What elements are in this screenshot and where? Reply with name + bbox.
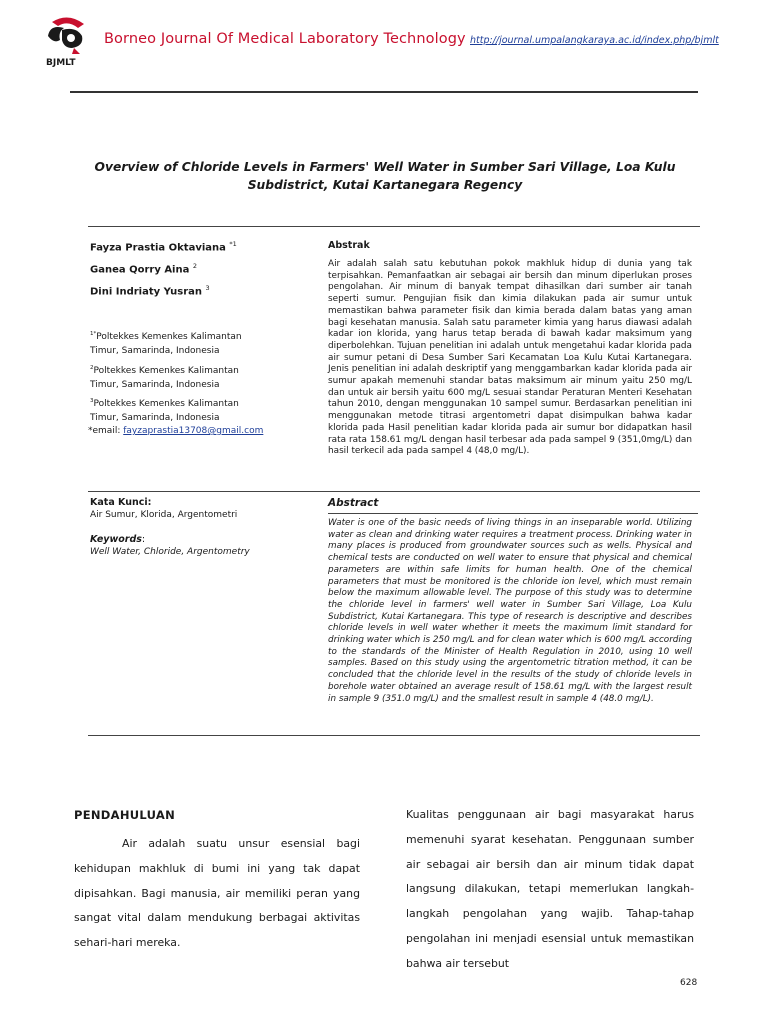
info-box-middle-rule xyxy=(88,491,700,492)
affiliation-2: $^2$Poltekkes Kemenkes Kalimantan Timur, Samarinda, Indonesia xyxy=(90,365,239,390)
section-title: PENDAHULUAN xyxy=(74,808,176,822)
journal-name: Borneo Journal Of Medical Laboratory Technology xyxy=(104,31,466,47)
abstract-text: Water is one of the basic needs of living things in an inseparable world. Utilizing water as clean and drinking water requires a treatment process. Drinking water in many places is produced from groundwater sources such as wells. Physical and chemical tests are conducted on well water to ensure that physical and chemical parameters are within safe limits for human health. One of the chemical parameters that must be monitored is the chloride ion level, which must remain below the maximum allowable level. The purpose of this study was to determine the chloride level in farmers' well water in Sumber Sari Village, Loa Kulu Subdistrict, Kutai Kartanegara. This type of research is descriptive and describes chloride levels in well water whether it meets the maximum limit standard for drinking water which is 250 mg/L and for clean water which is 600 mg/L according to the standards of the Minister of Health Regulation in 2010, using 10 well samples. Based on this study using the argentometric titration method, it can be concluded that the chloride level in the results of the study of chloride levels in borehole water obtained an average result of 158.61 mg/L with the largest result in sample 9 (351.0 mg/L) and the smallest result in sample 4 (48.0 mg/L). xyxy=(328,518,692,704)
author-2: Ganea Qorry Aina $^2$ xyxy=(90,262,197,276)
author-1: Fayza Prastia Oktaviana $^{*1}$ xyxy=(90,240,237,254)
article-title: Overview of Chloride Levels in Farmers' Well Water in Sumber Sari Village, Loa Kulu Subdistrict, Kutai Kartanegara Regency xyxy=(94,160,676,192)
body-right-column: Kualitas penggunaan air bagi masyarakat harus memenuhi syarat kesehatan. Penggunaan sumber air sebagai air bersih dan air minum tidak dapat langsung dilakukan, tetapi memerlukan langkah-langkah pengolahan yang wajib. Tahap-tahap pengolahan ini menjadi esensial untuk memastikan bahwa air tersebut xyxy=(406,808,694,970)
abstrak-heading: Abstrak xyxy=(328,240,370,251)
page-number: 628 xyxy=(680,978,698,988)
affiliation-1: $^{1*}$Poltekkes Kemenkes Kalimantan Timur, Samarinda, Indonesia xyxy=(90,331,242,356)
keywords-heading: Keywords: xyxy=(90,534,146,545)
info-box-top-rule xyxy=(88,226,700,227)
affiliation-3: $^3$Poltekkes Kemenkes Kalimantan Timur, Samarinda, Indonesia xyxy=(90,398,239,423)
header-divider xyxy=(70,91,698,93)
kata-kunci-text: Air Sumur, Klorida, Argentometri xyxy=(90,510,238,520)
email-link[interactable]: fayzaprastia13708@gmail.com xyxy=(123,426,264,436)
abstrak-text: Air adalah salah satu kebutuhan pokok makhluk hidup di dunia yang tak terpisahkan. Pemanfaatkan air sebagai air bersih dan minum diperlukan proses pengolahan. Air minum di banyak tempat dihasilkan dari sumber air tanah seperti sumur. Pengujian fisik dan kimia dilakukan pada air sumur untuk memastikan bahwa parameter fisik dan kimia berada dalam batas yang aman bagi kesehatan manusia. Salah satu parameter kimia yang harus diawasi adalah kadar ion klorida, yang harus tetap berada di bawah kadar maksimum yang diperbolehkan. Tujuan penelitian ini adalah untuk mengetahui kadar klorida pada air sumur petani di Desa Sumber Sari Kecamatan Loa Kulu Kutai Kartanegara. Jenis penelitian ini adalah deskriptif yang menggambarkan kadar klorida pada air sumur apakah memenuhi standar batas maksimum air minum yaitu 250 mg/L dan untuk air bersih yaitu 600 mg/L sesuai standar Peraturan Menteri Kesehatan tahun 2010, dengan menggunakan 10 sampel sumur. Berdasarkan penelitian ini menggunakan metode titrasi argentometri dapat disimpulkan bahwa kadar klorida pada Hasil penelitian kadar klorida pada air sumur bor didapatkan hasil rata rata 158.61 mg/L dengan hasil terbesar ada pada sampel 9 (351,0mg/L) dan hasil terkecil ada pada sampel 4 (48,0 mg/L). xyxy=(328,259,692,457)
author-email: *email: fayzaprastia13708@gmail.com xyxy=(88,426,264,436)
abstract-heading-rule xyxy=(328,513,698,514)
journal-logo xyxy=(44,14,92,70)
author-3: Dini Indriaty Yusran $^3$ xyxy=(90,284,210,298)
journal-url-link[interactable]: http://journal.umpalangkaraya.ac.id/index.php/bjmlt xyxy=(470,35,719,46)
kata-kunci-heading: Kata Kunci: xyxy=(90,497,152,508)
abstract-heading: Abstract xyxy=(328,497,379,509)
logo-text: BJMLT xyxy=(46,58,76,68)
body-left-column: Air adalah suatu unsur esensial bagi kehidupan makhluk di bumi ini yang tak dapat dipisahkan. Bagi manusia, air memiliki peran yang sangat vital dalam mendukung berbagai aktivitas sehari-hari mereka. xyxy=(74,837,360,950)
keywords-text: Well Water, Chloride, Argentometry xyxy=(90,547,250,557)
info-box-bottom-rule xyxy=(88,735,700,736)
